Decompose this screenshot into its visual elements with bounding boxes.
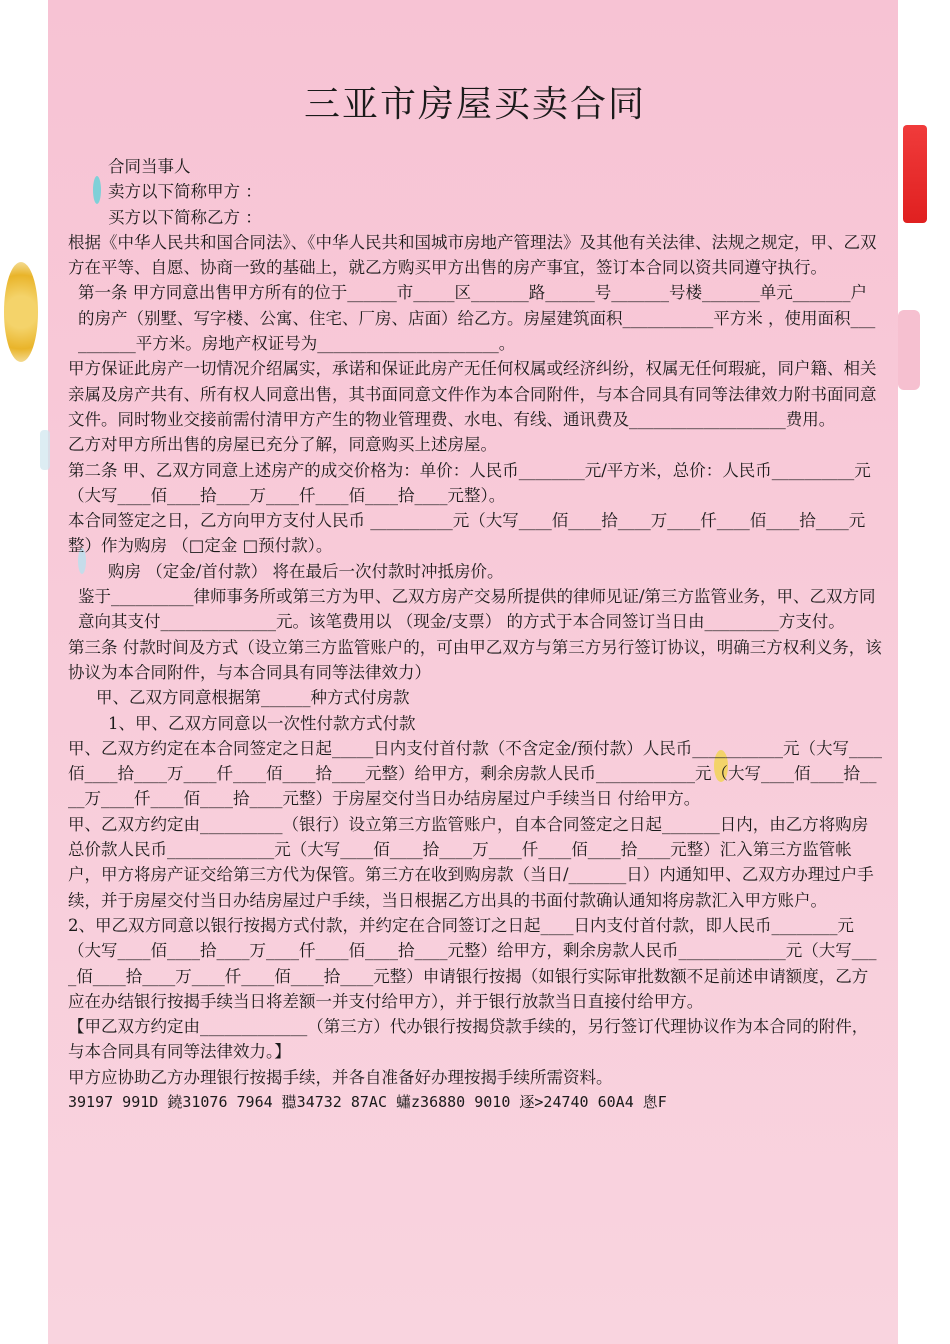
article-3: 第三条 付款时间及方式（设立第三方监管账户的，可由甲乙双方与第三方另行签订协议，明确三方权利义务，该协议为本合同附件，与本合同具有同等法律效力） [68,637,882,682]
agent-paragraph: 【甲乙双方约定由_____________（第三方）代办银行按揭贷款手续的，另行签订代理协议作为本合同的附件，与本合同具有同等法律效力。】 [68,1017,869,1062]
deposit-offset-line: 购房 （定金/首付款） 将在最后一次付款时冲抵房价。 [108,561,504,581]
contract-body [68,154,883,1115]
mortgage-paragraph: 2、甲乙双方同意以银行按揭方式付款，并约定在合同签订之日起____日内支付首付款，即人民币________元（大写____佰____拾____万____仟____佰____拾____元整）给甲方，剩余房款人民币_____________元（大写____佰____拾____万____仟____佰____拾____元整）申请银行按揭（如银行实际审批数额不足前述申请额度，乙方应在办结银行按揭手续当日将差额一并支付给甲方），并于银行放款当日直接付给甲方。 [68,915,877,1011]
lump-sum-paragraph: 甲、乙双方约定在本合同签定之日起_____日内支付首付款（不含定金/预付款）人民币___________元（大写____佰____拾____万____仟____佰____拾____元整）给甲方，剩余房款人民币____________元（大写____佰____拾____万____仟____佰____拾____元整）于房屋交付当日办结房屋过户手续当日 付给甲方。 [68,738,883,809]
lump-sum-heading: 1、甲、乙双方同意以一次性付款方式付款 [108,713,416,733]
ribbon-decoration [40,430,50,470]
garbled-footer-text: 39197 991D 鐃31076 7964 䎚34732 87AC 蠨z36880 9010 逐>24740 60A4 悤F [68,1092,667,1111]
red-envelope-decoration [903,125,927,223]
deposit-paragraph: 本合同签定之日，乙方向甲方支付人民币 __________元（大写____佰____拾____万____仟____佰____拾____元整）作为购房 （□定金 □预付款）。 [68,511,866,556]
payment-method-line: 甲、乙双方同意根据第______种方式付房款 [96,688,410,708]
buyer-line: 买方以下简称乙方 ： [108,207,262,227]
mortgage-assist-line: 甲方应协助乙方办理银行按揭手续，并各自准备好办理按揭手续所需资料。 [68,1067,613,1087]
petal-decoration [898,310,920,390]
lawyer-fee-paragraph: 鉴于__________律师事务所或第三方为甲、乙双方房产交易所提供的律师见证/第三方监管业务，甲、乙双方同意向其支付______________元。该笔费用以 （现金/支票） 的方式于本合同签订当日由_________方支付。 [78,587,876,632]
article-1: 第一条 甲方同意出售甲方所有的位于______市_____区_______路______号_______号楼_______单元_______户的房产（别墅、写字楼、公寓、住宅、厂房、店面）给乙方。房屋建筑面积___________平方米 ，使用面积__________平方米。房地产权证号为______________________。 [78,283,876,354]
escrow-paragraph: 甲、乙双方约定由__________（银行）设立第三方监管账户，自本合同签定之日起_______日内，由乙方将购房总价款人民币_____________元（大写____佰____拾____万____仟____佰____拾____元整）汇入第三方监管帐户，甲方将房产证交给第三方代为保管。第三方在收到购房款（当日/_______日）内通知甲、乙双方办理过户手续，并于房屋交付当日办结房屋过户手续，当日根据乙方出具的书面付款确认通知将房款汇入甲方账户。 [68,814,874,910]
seller-line: 卖方以下简称甲方 ： [108,182,262,202]
preamble-paragraph: 根据《中华人民共和国合同法》、《中华人民共和国城市房地产管理法》及其他有关法律、法规之规定，甲、乙双方在平等、自愿、协商一致的基础上，就乙方购买甲方出售的房产事宜，签订本合同以资共同遵守执行。 [68,232,877,278]
buyer-acknowledgement: 乙方对甲方所出售的房屋已充分了解，同意购买上述房屋。 [68,435,497,455]
parties-heading: 合同当事人 [108,157,191,176]
seller-warranty-paragraph: 甲方保证此房产一切情况介绍属实，承诺和保证此房产无任何权属或经济纠纷，权属无任何瑕疵，同户籍、相关亲属及房产共有、所有权人同意出售，其书面同意文件作为本合同附件，与本合同具有同等法律效力附书面同意文件。同时物业交接前需付清甲方产生的物业管理费、水电、有线、通讯费及___________________费用。 [68,359,877,429]
contract-title: 三亚市房屋买卖合同 [303,84,646,125]
coin-decoration [4,262,38,362]
article-2: 第二条 甲、乙双方同意上述房产的成交价格为：单价：人民币________元/平方米，总价：人民币__________元（大写____佰____拾____万____仟____佰____拾____元整）。 [68,460,871,505]
